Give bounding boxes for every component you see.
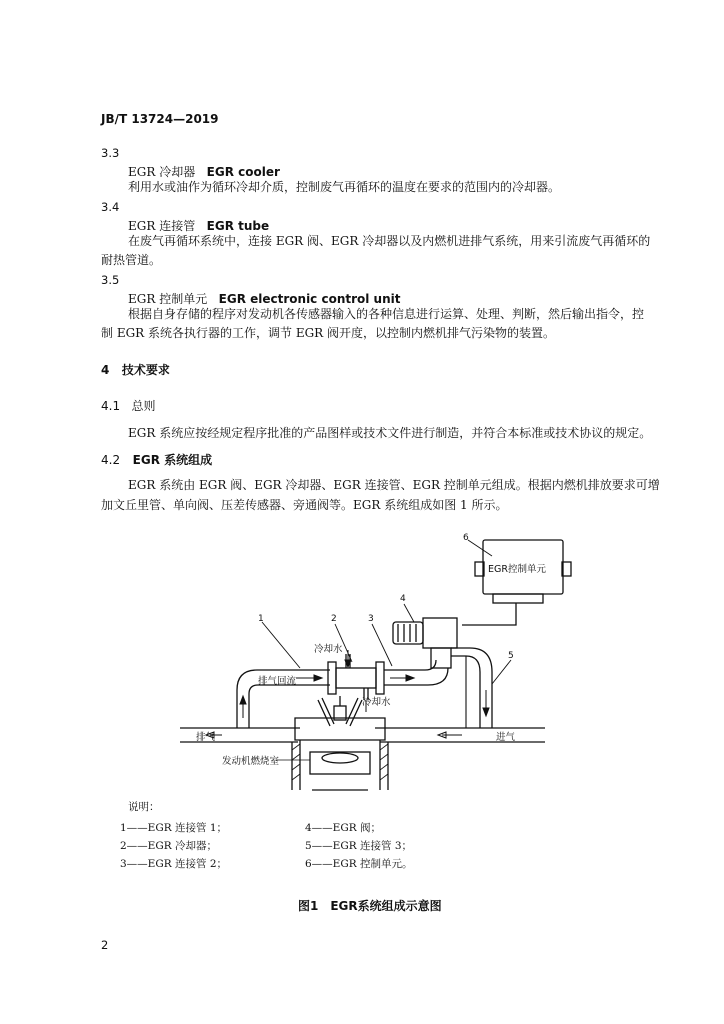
exhaust-label: 排气 [196, 732, 216, 743]
callout-3: 3 [368, 614, 374, 624]
cooler-body [336, 668, 376, 688]
figure-caption: 图1 EGR系统组成示意图 [298, 899, 442, 913]
term-cn: EGR 连接管 [128, 219, 196, 233]
intake-label: 进气 [496, 732, 516, 743]
term-en: EGR electronic control unit [218, 292, 401, 306]
ecu-label: EGR控制单元 [488, 564, 546, 575]
intake-valve-stem [346, 698, 362, 726]
section-number-3-4: 3.4 [101, 200, 120, 214]
legend-item-1: 1——EGR 连接管 1； [120, 822, 227, 834]
leader-5 [492, 660, 511, 684]
definition-3-3: 利用水或油作为循环冷却介质，控制废气再循环的温度在要求的范围内的冷却器。 [128, 180, 561, 194]
leader-1 [262, 622, 300, 668]
heading-title: 总则 [131, 399, 156, 413]
chamber-label: 发动机燃烧室 [222, 756, 280, 767]
egr-tube-1-inner [249, 685, 330, 728]
cooler-flange-right [376, 662, 384, 694]
cylinder-head [295, 718, 385, 740]
section-number-3-5: 3.5 [101, 273, 120, 287]
body-4-2-line2: 加文丘里管、单向阀、压差传感器、旁通阀等。EGR 系统组成如图 1 所示。 [101, 498, 508, 512]
exhaust-return-label: 排气回流 [258, 676, 297, 687]
definition-3-4-line1: 在废气再循环系统中，连接 EGR 阀、EGR 冷却器以及内燃机进排气系统，用来引流废气再循环的 [128, 234, 651, 248]
cylinder-walls [300, 740, 380, 790]
egr-valve-body [423, 618, 457, 648]
heading-number: 4 [101, 363, 110, 377]
term-cn: EGR 冷却器 [128, 165, 196, 179]
definition-3-5-line1: 根据自身存储的程序对发动机各传感器输入的各种信息进行运算、处理、判断，然后输出指令，控 [128, 307, 645, 321]
ecu-signal-wire [462, 603, 516, 625]
callout-1: 1 [258, 614, 264, 624]
legend-item-5: 5——EGR 连接管 3； [305, 840, 412, 852]
legend-title: 说明： [128, 801, 160, 813]
heading-title: 技术要求 [121, 363, 170, 377]
coolant-out-label: 冷却水 [362, 697, 391, 708]
term-en: EGR tube [206, 219, 270, 233]
term-cn: EGR 控制单元 [128, 292, 208, 306]
definition-3-5-line2: 制 EGR 系统各执行器的工作，调节 EGR 阀开度，以控制内燃机排气污染物的装置。 [101, 326, 556, 340]
section-number-3-3: 3.3 [101, 146, 120, 160]
cooler-flange-left [328, 662, 336, 694]
standard-number: JB/T 13724—2019 [101, 112, 219, 126]
term-en: EGR cooler [206, 165, 280, 179]
leader-6 [468, 540, 492, 556]
body-4-2-line1: EGR 系统由 EGR 阀、EGR 冷却器、EGR 连接管、EGR 控制单元组成。根据内燃机排放要求可增 [128, 478, 660, 492]
heading-number: 4.2 [101, 453, 121, 467]
legend-item-6: 6——EGR 控制单元。 [305, 858, 413, 870]
heading-number: 4.1 [101, 399, 121, 413]
leader-3 [372, 624, 392, 666]
heading-title: EGR 系统组成 [132, 453, 213, 467]
callout-6: 6 [463, 533, 469, 543]
coolant-in-label: 冷却水 [314, 644, 343, 655]
definition-3-4-line2: 耐热管道。 [101, 253, 162, 267]
exhaust-valve-stem [318, 698, 334, 726]
leader-2 [335, 624, 352, 662]
legend-item-2: 2——EGR 冷却器； [120, 840, 217, 852]
egr-valve-outlet [431, 648, 451, 668]
page-number: 2 [101, 938, 109, 952]
leader-4 [404, 604, 414, 622]
body-4-1: EGR 系统应按经规定程序批准的产品图样或技术文件进行制造，并符合本标准或技术协议的规定。 [128, 426, 652, 440]
callout-4: 4 [400, 594, 406, 604]
legend-item-4: 4——EGR 阀； [305, 822, 381, 834]
callout-5: 5 [508, 651, 514, 661]
callout-2: 2 [331, 614, 337, 624]
ecu-connector [493, 594, 543, 603]
legend-item-3: 3——EGR 连接管 2； [120, 858, 227, 870]
